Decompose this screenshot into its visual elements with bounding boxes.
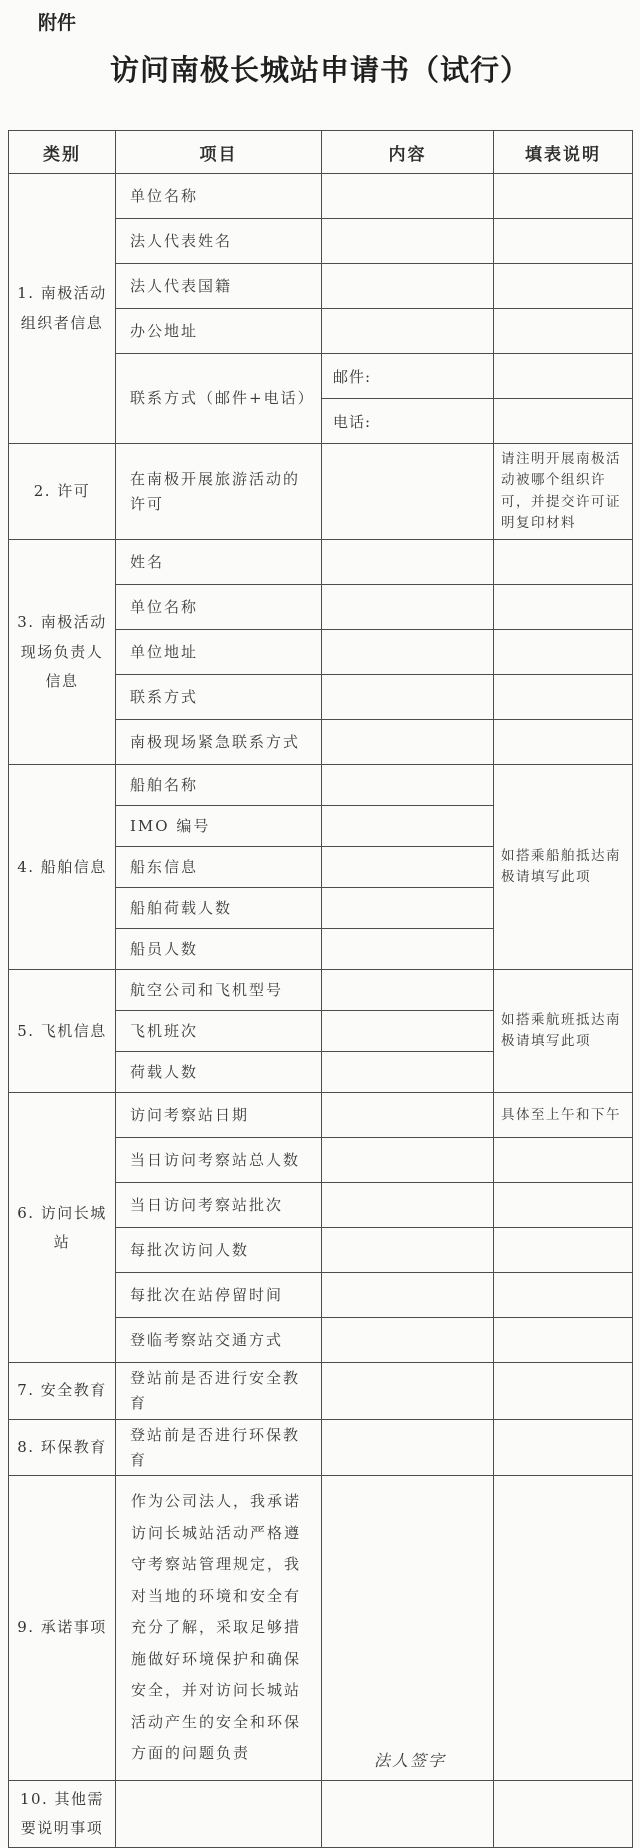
item-cell: 办公地址 xyxy=(116,309,322,354)
header-cell: 填表说明 xyxy=(494,131,633,174)
content-cell xyxy=(322,1093,494,1138)
item-cell: 姓名 xyxy=(116,540,322,585)
table-row xyxy=(9,1419,633,1476)
table-row xyxy=(9,540,633,585)
item-cell: 法人代表国籍 xyxy=(116,264,322,309)
item-cell: 访问考察站日期 xyxy=(116,1093,322,1138)
content-cell xyxy=(322,1780,494,1848)
note-cell xyxy=(494,1780,633,1848)
category-cell: 1. 南极活动组织者信息 xyxy=(9,174,116,444)
table-row xyxy=(9,1363,633,1420)
item-cell: 单位名称 xyxy=(116,585,322,630)
category-cell: 7. 安全教育 xyxy=(9,1363,116,1420)
item-cell: 联系方式（邮件+电话） xyxy=(116,354,322,444)
category-cell: 10. 其他需要说明事项 xyxy=(9,1780,116,1848)
content-cell xyxy=(322,444,494,540)
content-cell xyxy=(322,630,494,675)
table-header-row xyxy=(9,131,633,174)
note-cell xyxy=(494,1273,633,1318)
content-cell xyxy=(322,1011,494,1052)
item-cell: 联系方式 xyxy=(116,675,322,720)
item-cell: 当日访问考察站总人数 xyxy=(116,1138,322,1183)
item-cell: 法人代表姓名 xyxy=(116,219,322,264)
attachment-label: 附件 xyxy=(38,12,77,34)
content-cell xyxy=(322,219,494,264)
category-cell: 4. 船舶信息 xyxy=(9,765,116,970)
category-cell: 9. 承诺事项 xyxy=(9,1476,116,1781)
item-cell: 登临考察站交通方式 xyxy=(116,1318,322,1363)
note-cell xyxy=(494,1318,633,1363)
note-cell xyxy=(494,1363,633,1420)
note-cell: 请注明开展南极活动被哪个组织许可，并提交许可证明复印材料 xyxy=(494,444,633,540)
category-cell: 2. 许可 xyxy=(9,444,116,540)
application-form-table xyxy=(8,130,633,1848)
content-cell xyxy=(322,1318,494,1363)
note-cell xyxy=(494,1228,633,1273)
note-cell xyxy=(494,540,633,585)
item-cell: 单位名称 xyxy=(116,174,322,219)
content-cell xyxy=(322,1273,494,1318)
content-cell xyxy=(322,1228,494,1273)
page-title: 访问南极长城站申请书（试行） xyxy=(109,53,530,87)
content-cell xyxy=(322,1419,494,1476)
note-cell xyxy=(494,354,633,399)
item-cell: 单位地址 xyxy=(116,630,322,675)
note-cell xyxy=(494,675,633,720)
table-row xyxy=(9,174,633,219)
content-cell xyxy=(322,675,494,720)
content-cell xyxy=(322,1052,494,1093)
note-cell xyxy=(494,309,633,354)
item-cell: IMO 编号 xyxy=(116,806,322,847)
content-cell xyxy=(322,1183,494,1228)
content-cell xyxy=(322,970,494,1011)
content-cell xyxy=(322,929,494,970)
item-cell: 登站前是否进行安全教育 xyxy=(116,1363,322,1420)
content-cell xyxy=(322,174,494,219)
item-cell: 航空公司和飞机型号 xyxy=(116,970,322,1011)
note-cell xyxy=(494,399,633,444)
item-cell: 作为公司法人，我承诺访问长城站活动严格遵守考察站管理规定，我对当地的环境和安全有充分了解，采取足够措施做好环境保护和确保安全，并对访问长城站活动产生的安全和环保方面的问题负责 xyxy=(116,1476,322,1781)
item-cell: 飞机班次 xyxy=(116,1011,322,1052)
item-cell: 登站前是否进行环保教育 xyxy=(116,1419,322,1476)
item-cell: 船员人数 xyxy=(116,929,322,970)
content-cell xyxy=(322,585,494,630)
category-cell: 3. 南极活动现场负责人信息 xyxy=(9,540,116,765)
note-cell xyxy=(494,585,633,630)
content-cell xyxy=(322,765,494,806)
item-cell: 每批次在站停留时间 xyxy=(116,1273,322,1318)
content-cell xyxy=(322,309,494,354)
table-row xyxy=(9,970,633,1011)
item-cell xyxy=(116,1780,322,1848)
table-row xyxy=(9,444,633,540)
note-cell xyxy=(494,264,633,309)
note-cell xyxy=(494,174,633,219)
item-cell: 船东信息 xyxy=(116,847,322,888)
note-cell xyxy=(494,630,633,675)
category-cell: 5. 飞机信息 xyxy=(9,970,116,1093)
content-cell xyxy=(322,264,494,309)
note-cell: 具体至上午和下午 xyxy=(494,1093,633,1138)
signature-label: 法人签字 xyxy=(322,1476,494,1781)
note-cell xyxy=(494,1476,633,1781)
item-cell: 船舶名称 xyxy=(116,765,322,806)
note-cell xyxy=(494,720,633,765)
category-cell: 6. 访问长城站 xyxy=(9,1093,116,1363)
note-cell xyxy=(494,1138,633,1183)
note-cell: 如搭乘船舶抵达南极请填写此项 xyxy=(494,765,633,970)
table-row xyxy=(9,765,633,806)
content-cell xyxy=(322,1363,494,1420)
content-cell xyxy=(322,847,494,888)
content-cell: 邮件: xyxy=(322,354,494,399)
note-cell xyxy=(494,219,633,264)
content-cell xyxy=(322,806,494,847)
item-cell: 荷载人数 xyxy=(116,1052,322,1093)
table-body xyxy=(9,174,633,1848)
category-cell: 8. 环保教育 xyxy=(9,1419,116,1476)
note-cell xyxy=(494,1183,633,1228)
content-cell xyxy=(322,540,494,585)
header-cell: 项目 xyxy=(116,131,322,174)
item-cell: 当日访问考察站批次 xyxy=(116,1183,322,1228)
item-cell: 在南极开展旅游活动的许可 xyxy=(116,444,322,540)
note-cell: 如搭乘航班抵达南极请填写此项 xyxy=(494,970,633,1093)
content-cell xyxy=(322,1138,494,1183)
table-row xyxy=(9,1093,633,1138)
table-row xyxy=(9,1780,633,1848)
table-row xyxy=(9,1476,633,1781)
content-cell xyxy=(322,720,494,765)
item-cell: 南极现场紧急联系方式 xyxy=(116,720,322,765)
content-cell xyxy=(322,888,494,929)
item-cell: 船舶荷载人数 xyxy=(116,888,322,929)
header-cell: 内容 xyxy=(322,131,494,174)
content-cell: 电话: xyxy=(322,399,494,444)
item-cell: 每批次访问人数 xyxy=(116,1228,322,1273)
note-cell xyxy=(494,1419,633,1476)
header-cell: 类别 xyxy=(9,131,116,174)
